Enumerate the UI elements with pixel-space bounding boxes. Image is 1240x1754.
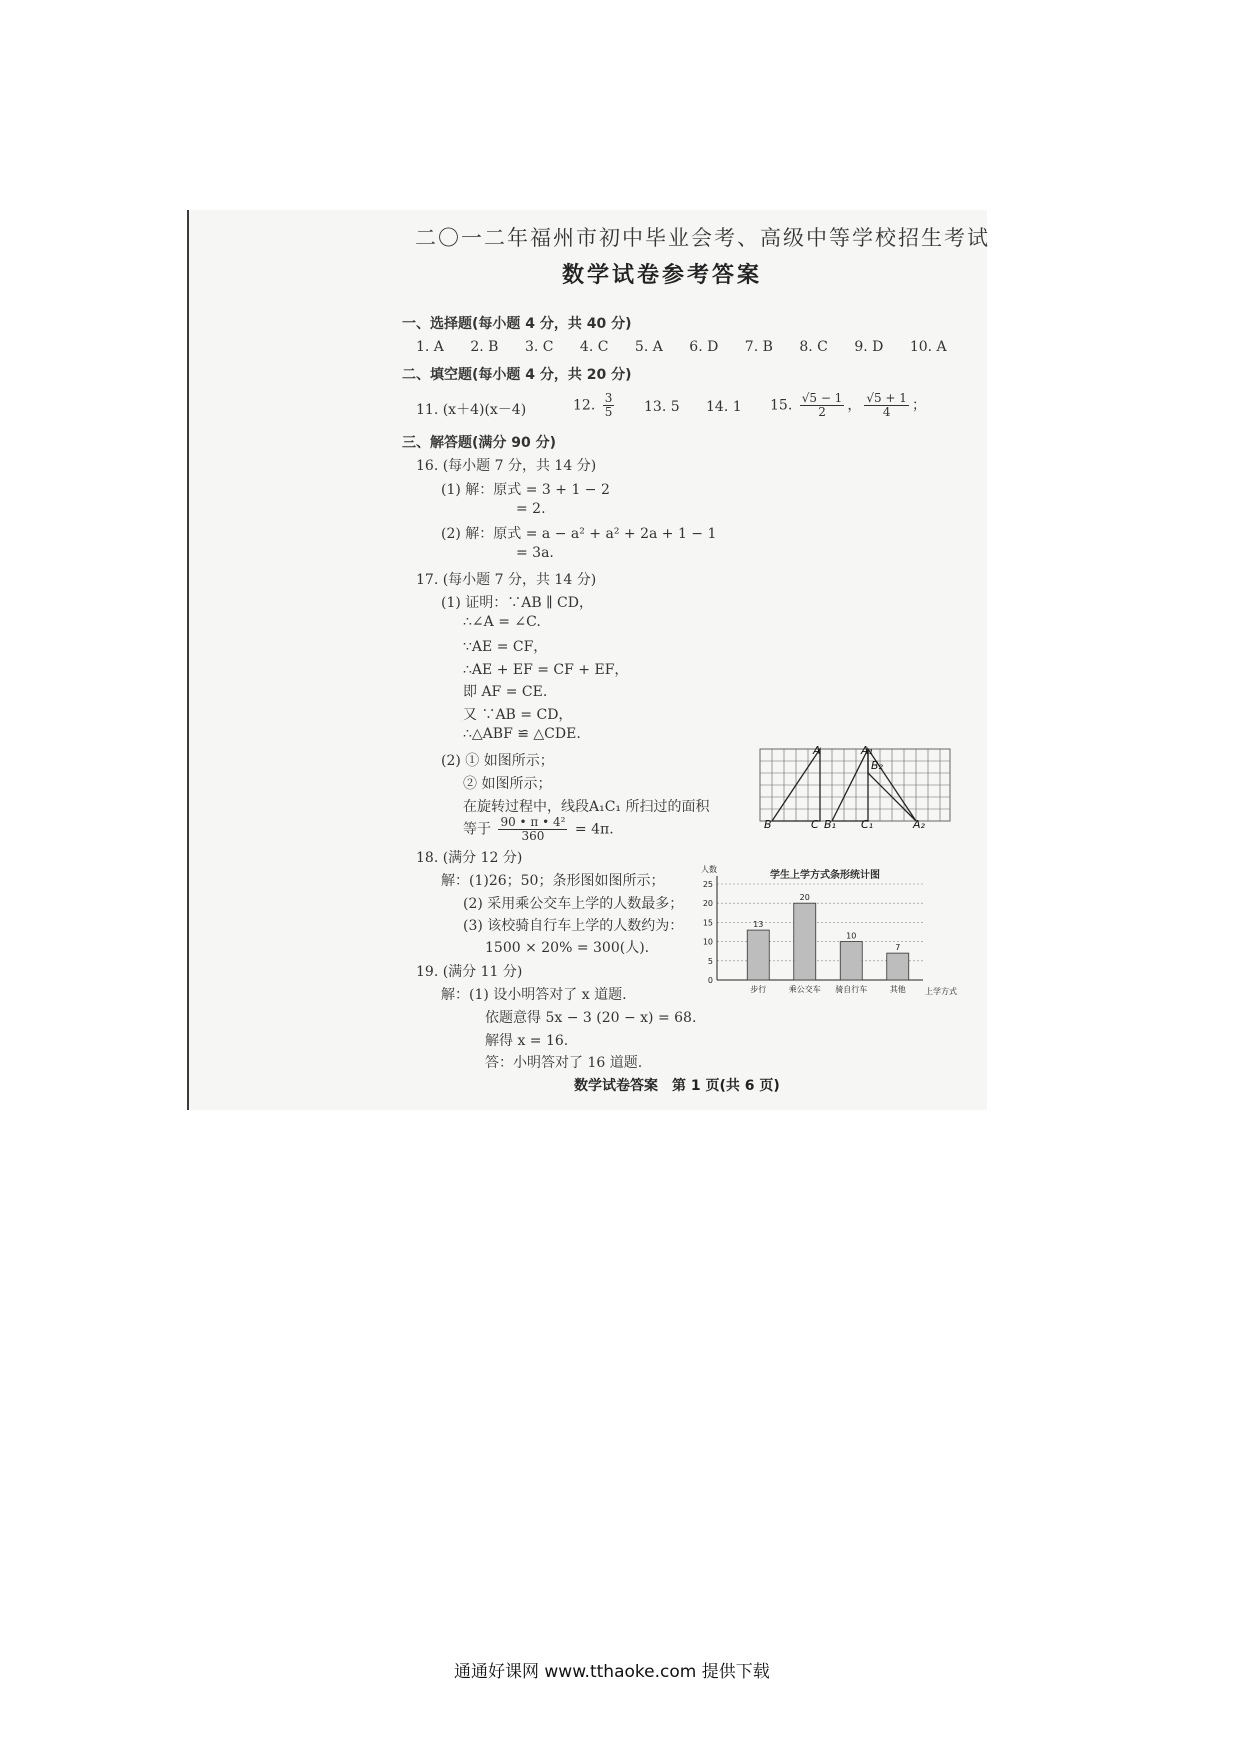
y-tick-label: 0 xyxy=(707,976,713,985)
mc-answers xyxy=(416,339,969,355)
y-axis-label: 人数 xyxy=(701,865,717,874)
q17-line: ∴∠A = ∠C. xyxy=(463,614,541,630)
bar-value-label: 13 xyxy=(753,920,764,930)
grid-lines xyxy=(760,749,950,821)
y-tick-label: 5 xyxy=(707,956,713,966)
q17-line: (1) 证明：∵AB ∥ CD， xyxy=(441,595,593,611)
y-tick-label: 20 xyxy=(702,899,713,909)
y-tick-label: 10 xyxy=(702,937,713,947)
x-tick-label: 骑自行车 xyxy=(835,985,868,994)
x-tick-label: 步行 xyxy=(750,985,767,994)
bar xyxy=(840,942,862,980)
q19-line: 解：(1) 设小明答对了 x 道题. xyxy=(441,987,627,1003)
q17-line: 又 ∵AB = CD， xyxy=(463,707,573,723)
q17-line: 即 AF = CE. xyxy=(463,684,548,700)
point-label: B₁ xyxy=(824,818,836,829)
bar xyxy=(887,953,909,980)
q19-line: 解得 x = 16. xyxy=(485,1033,569,1049)
bar xyxy=(794,903,816,980)
point-label: C₁ xyxy=(861,818,874,829)
y-tick-label: 25 xyxy=(702,880,713,889)
q17-line: ∴AE + EF = CF + EF， xyxy=(463,662,629,678)
section1-heading: 一、选择题(每小题 4 分，共 40 分) xyxy=(402,316,632,332)
mc-answer: 8. C xyxy=(799,339,828,355)
mc-answer: 9. D xyxy=(854,339,884,355)
mc-answer: 2. B xyxy=(470,339,499,355)
answer-15: 15. $\frac{√5 - 1}{2}$ ， $\frac{√5 + 1}{4}$ ； xyxy=(770,391,926,419)
q17-line: (2) ① 如图所示； xyxy=(441,753,554,769)
q19-line: 依题意得 5x − 3 (20 − x) = 68. xyxy=(485,1010,697,1026)
q16-title: 16. (每小题 7 分，共 14 分) xyxy=(416,458,597,474)
site-footer: 通通好课网 www.tthaoke.com 提供下载 xyxy=(454,1662,770,1682)
q17-line: ∵AE = CF， xyxy=(463,639,548,655)
q16-line: = 3a. xyxy=(516,545,554,561)
q18-line: (3) 该校骑自行车上学的人数约为： xyxy=(463,918,684,934)
bar-value-label: 10 xyxy=(846,931,857,941)
mc-answer: 6. D xyxy=(689,339,719,355)
exam-title: 二〇一二年福州市初中毕业会考、高级中等学校招生考试 xyxy=(415,226,990,250)
q18-line: 解：(1)26；50；条形图如图所示； xyxy=(441,873,665,889)
answer-14: 14. 1 xyxy=(706,399,742,415)
x-tick-label: 其他 xyxy=(889,985,906,994)
fraction: $\frac{√5 - 1}{2}$ xyxy=(801,391,843,419)
binding-line xyxy=(187,210,189,1110)
mc-answer: 3. C xyxy=(524,339,554,355)
fraction: $\frac{3}{5}$ xyxy=(604,391,613,419)
point-label: B xyxy=(764,818,772,829)
mc-answer: 4. C xyxy=(579,339,609,355)
q19-title: 19. (满分 11 分) xyxy=(416,964,523,980)
page-footer: 数学试卷答案 第 1 页(共 6 页) xyxy=(574,1078,780,1094)
x-tick-label: 乘公交车 xyxy=(788,985,821,994)
point-label: A xyxy=(813,744,821,757)
y-tick-label: 15 xyxy=(702,918,713,928)
q16-line: (1) 解：原式 = 3 + 1 − 2 xyxy=(441,482,610,498)
q17-area-formula: 等于 $\frac{\text{90 • π • 4²}}{360}$ = 4π. xyxy=(463,815,614,843)
mc-answer: 1. A xyxy=(416,339,444,355)
q17-title: 17. (每小题 7 分，共 14 分) xyxy=(416,572,597,588)
q17-line: 在旋转过程中，线段A₁C₁ 所扫过的面积 xyxy=(463,799,710,815)
rotation-grid-figure xyxy=(755,744,955,829)
mc-answer: 7. B xyxy=(744,339,773,355)
bar-value-label: 7 xyxy=(895,943,901,953)
q17-line: ∴△ABF ≌ △CDE. xyxy=(463,726,581,742)
q18-title: 18. (满分 12 分) xyxy=(416,850,523,866)
q18-line: 1500 × 20% = 300(人). xyxy=(485,940,650,956)
answer-12: 12. $\frac{3}{5}$ xyxy=(573,391,613,419)
q17-line: ② 如图所示； xyxy=(463,776,552,792)
section3-heading: 三、解答题(满分 90 分) xyxy=(402,435,557,451)
mc-answer: 5. A xyxy=(634,339,663,355)
q16-line: = 2. xyxy=(516,501,546,517)
answer-key-title: 数学试卷参考答案 xyxy=(562,262,763,288)
point-label: B₂ xyxy=(871,759,883,772)
x-axis-label: 上学方式 xyxy=(925,987,957,996)
bar xyxy=(747,930,769,980)
q16-line: (2) 解：原式 = a − a² + a² + 2a + 1 − 1 xyxy=(441,526,717,542)
point-label: A₁ xyxy=(861,744,873,757)
answer-11: 11. (x＋4)(x－4) xyxy=(416,402,527,418)
point-label: C xyxy=(811,818,819,829)
mc-answer: 10. A xyxy=(909,339,947,355)
fraction: $\frac{\text{90 • π • 4²}}{360}$ xyxy=(500,815,566,843)
transport-bar-chart xyxy=(695,862,960,1000)
bar-value-label: 20 xyxy=(799,893,810,903)
q18-line: (2) 采用乘公交车上学的人数最多； xyxy=(463,896,684,912)
answer-13: 13. 5 xyxy=(644,399,680,415)
section2-heading: 二、填空题(每小题 4 分，共 20 分) xyxy=(402,367,632,383)
fraction: $\frac{√5 + 1}{4}$ xyxy=(866,391,907,419)
chart-title: 学生上学方式条形统计图 xyxy=(770,870,880,881)
point-label: A₂ xyxy=(913,818,925,829)
q19-line: 答：小明答对了 16 道题. xyxy=(485,1055,643,1071)
